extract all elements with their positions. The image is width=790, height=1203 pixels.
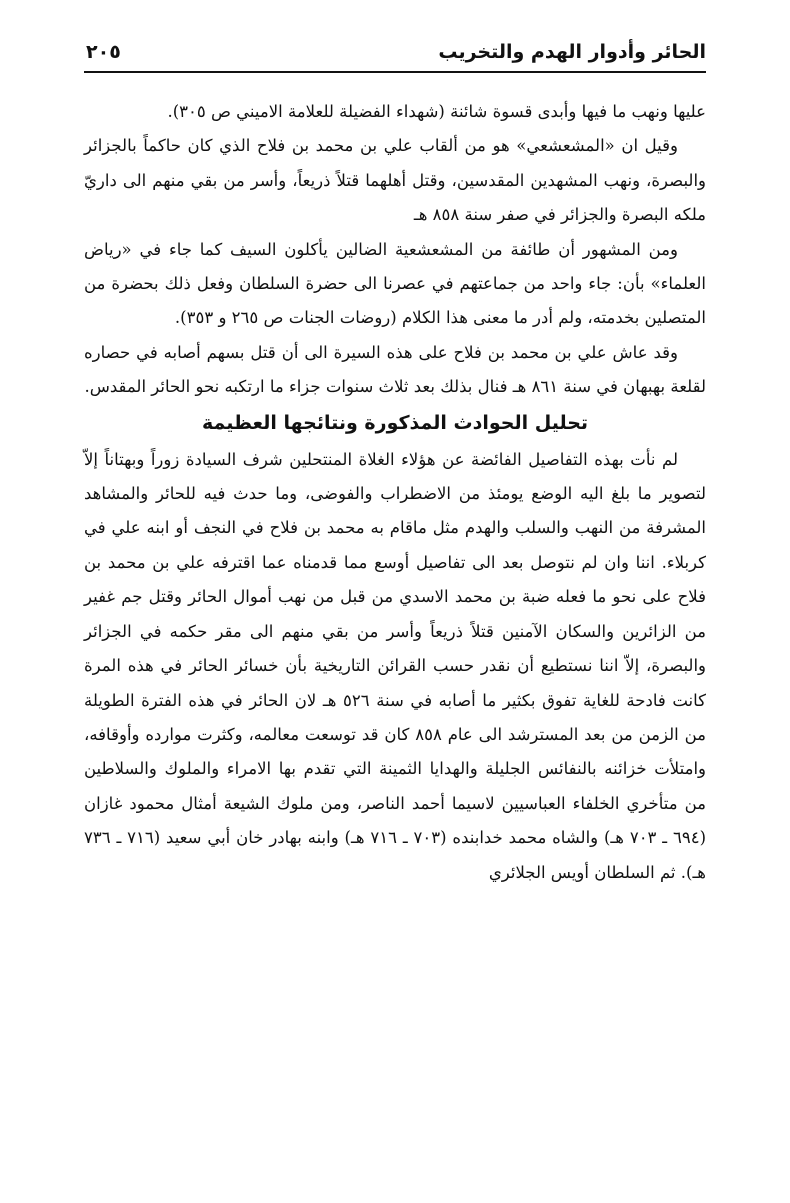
running-header (86, 34, 706, 70)
running-title: الحائر وأدوار الهدم والتخريب (438, 41, 706, 63)
page-number: ٢٠٥ (86, 41, 121, 63)
paragraph: عليها ونهب ما فيها وأبدى قسوة شائنة (شهداء الفضيلة للعلامة الاميني ص ٣٠٥). (167, 102, 706, 121)
paragraph: وقد عاش علي بن محمد بن فلاح على هذه السيرة الى أن قتل بسهم أصابه في حصاره لقلعة بهبهان في سنة ٨٦١ هـ فنال بذلك بعد ثلاث سنوات جزاء ما ارتكبه نحو الحائر المقدس. (84, 342, 706, 397)
paragraph: لم نأت بهذه التفاصيل الفائضة عن هؤلاء الغلاة المنتحلين شرف السيادة زوراً وبهتاناً إلاّ لتصوير ما بلغ اليه الوضع يومئذ من الاضطراب والفوضى، وما حدث فيه للحائر والمشاهد المشرفة من النهب والسلب والهدم مثل ماقام به محمد بن فلاح في النجف أو ابنه علي في كربلاء. اننا وان لم نتوصل بعد الى تفاصيل أوسع مما قدمناه عما اقترفه علي بن محمد بن فلاح على نحو ما فعله ضبة بن محمد الاسدي من قبل من نهب أموال الحائر وقتل جم غفير من الزائرين والسكان الآمنين قتلاً ذريعاً وأسر من بقي منهم الى مقر حكمه في الجزائر والبصرة، إلاّ اننا نستطيع أن نقدر حسب القرائن التاريخية بأن خسائر الحائر في هذه المرة كانت فادحة للغاية تفوق بكثير ما أصابه في سنة ٥٢٦ هـ لان الحائر في هذه الفترة الطويلة من الزمن من بعد المسترشد الى عام ٨٥٨ كان قد توسعت معالمه، وكثرت موارده وأوقافه، وامتلأت خزائنه بالنفائس الجليلة والهدايا الثمينة التي تقدم بها الامراء والملوك والسلاطين من متأخري الخلفاء العباسيين لاسيما أحمد الناصر، ومن ملوك الشيعة أمثال محمود غازان (٦٩٤ ـ ٧٠٣ هـ) والشاه محمد خدابنده (٧٠٣ ـ ٧١٦ هـ) وابنه بهادر خان أبي سعيد (٧١٦ ـ ٧٣٦ هـ). ثم السلطان أويس الجلائري (84, 449, 707, 882)
paragraph: وقيل ان «المشعشعي» هو من ألقاب علي بن محمد بن فلاح الذي كان حاكماً بالجزائر والبصرة، ونهب المشهدين المقدسين، وقتل أهلهما قتلاً ذريعاً، وأسر من بقي منهم الى داريّ ملكه البصرة والجزائر في صفر سنة ٨٥٨ هـ (84, 136, 706, 225)
paragraph: ومن المشهور أن طائفة من المشعشعية الضالين يأكلون السيف كما جاء في «رياض العلماء» بأن: جاء واحد من جماعتهم في عصرنا الى حضرة السلطان وفعل ذلك بحضرة من المتصلين بخدمته، ولم أدر ما معنى هذا الكلام (روضات الجنات ص ٢٦٥ و ٣٥٣). (84, 239, 706, 328)
header-rule (84, 71, 706, 73)
section-heading: تحليل الحوادث المذكورة ونتائجها العظيمة (201, 411, 589, 434)
body-text (84, 95, 706, 890)
